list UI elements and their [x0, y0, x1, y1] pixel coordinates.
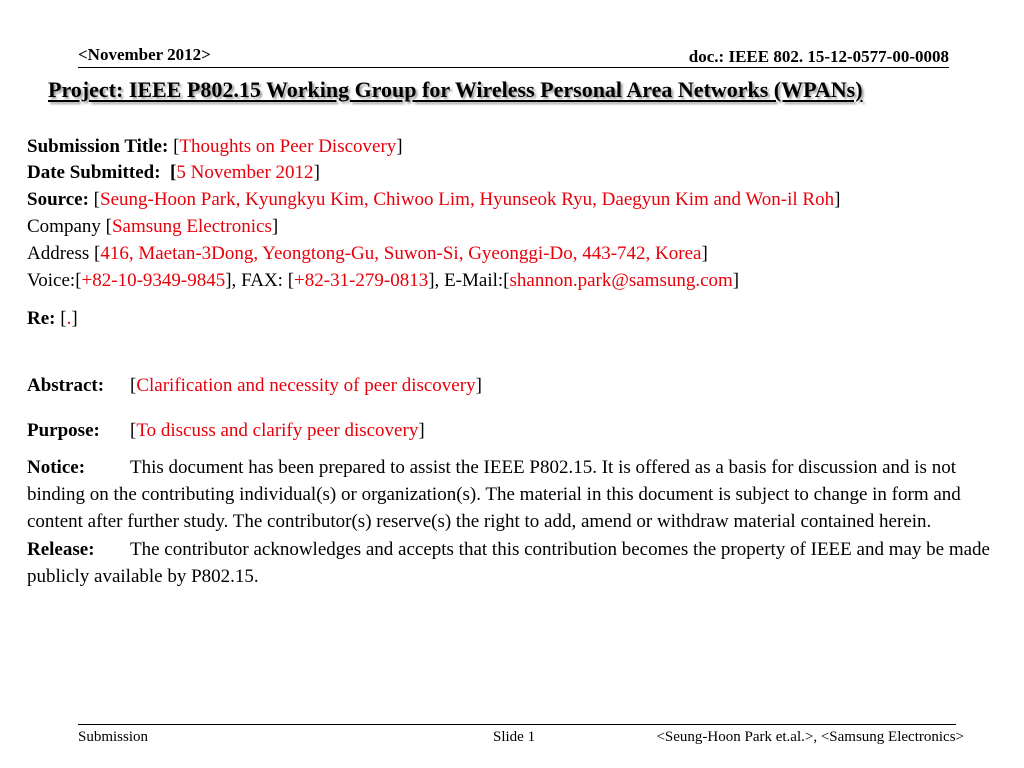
re-value: .: [66, 308, 72, 329]
abstract-label: Abstract:: [27, 375, 105, 396]
notice-label: Notice:: [27, 457, 86, 478]
abstract-value: Clarification and necessity of peer discovery: [136, 375, 476, 396]
submission-title-line: Submission Title: [Thoughts on Peer Discovery]: [27, 136, 403, 157]
release-text: The contributor acknowledges and accepts that this contribution becomes the property of IEEE and may be made publicly available by P802.15.: [27, 538, 990, 587]
footer-slide-number: Slide 1: [493, 729, 536, 745]
fax-label: FAX:: [241, 270, 283, 291]
source-value: Seung-Hoon Park, Kyungkyu Kim, Chiwoo Lim, Hyunseok Ryu, Daegyun Kim and Won-il Roh: [100, 189, 835, 210]
purpose-line: Purpose: [To discuss and clarify peer discovery]: [27, 420, 425, 441]
company-line: Company [Samsung Electronics]: [27, 216, 279, 237]
submission-title-value: Thoughts on Peer Discovery: [179, 136, 397, 157]
abstract-line: Abstract: [Clarification and necessity of peer discovery]: [27, 375, 482, 396]
page-title: Project: IEEE P802.15 Working Group for Wireless Personal Area Networks (WPANs): [48, 77, 863, 102]
notice-paragraph: [27, 454, 1017, 536]
re-line: Re: [.]: [27, 308, 78, 329]
address-value: 416, Maetan-3Dong, Yeongtong-Gu, Suwon-Si, Gyeonggi-Do, 443-742, Korea: [100, 243, 702, 264]
source-line: Source: [Seung-Hoon Park, Kyungkyu Kim, Chiwoo Lim, Hyunseok Ryu, Daegyun Kim and Won-il Roh]: [27, 189, 841, 210]
fax-value: +82-31-279-0813: [294, 270, 429, 291]
date-submitted-label: Date Submitted:: [27, 162, 161, 183]
voice-value: +82-10-9349-9845: [81, 270, 226, 291]
footer-authors: <Seung-Hoon Park et.al.>, <Samsung Electronics>: [656, 729, 964, 745]
release-paragraph: [27, 536, 1017, 590]
header-doc-id: doc.: IEEE 802. 15-12-0577-00-0008: [688, 47, 949, 66]
submission-title-label: Submission Title:: [27, 136, 169, 157]
date-submitted-value: 5 November 2012: [176, 162, 314, 183]
footer-submission: Submission: [78, 729, 149, 745]
source-label: Source:: [27, 189, 89, 210]
company-value: Samsung Electronics: [111, 216, 272, 237]
purpose-value: To discuss and clarify peer discovery: [136, 420, 419, 441]
email-value: shannon.park@samsung.com: [509, 270, 733, 291]
company-label: Company: [27, 216, 101, 237]
voice-label: Voice:: [27, 270, 76, 291]
date-submitted-line: Date Submitted: [5 November 2012]: [27, 162, 320, 183]
address-line: Address [416, Maetan-3Dong, Yeongtong-Gu, Suwon-Si, Gyeonggi-Do, 443-742, Korea]: [27, 243, 708, 264]
footer-divider: [78, 724, 956, 725]
purpose-label: Purpose:: [27, 420, 100, 441]
email-label: E-Mail:: [444, 270, 504, 291]
notice-release-block: [27, 454, 1017, 590]
release-label: Release:: [27, 538, 95, 560]
re-label: Re:: [27, 308, 56, 329]
contact-line: Voice:[+82-10-9349-9845], FAX: [+82-31-279-0813], E-Mail:[shannon.park@samsung.com]: [27, 270, 740, 291]
header-divider: [78, 67, 949, 68]
header-date: <November 2012>: [78, 45, 211, 64]
address-label: Address: [27, 243, 90, 264]
notice-text: This document has been prepared to assist the IEEE P802.15. It is offered as a basis for discussion and is not binding on the contributing individual(s) or organization(s). The material in this document is subject to change in form and content after further study. The contributor(s) reserve(s) the right to add, amend or withdraw material contained herein.: [27, 457, 961, 533]
